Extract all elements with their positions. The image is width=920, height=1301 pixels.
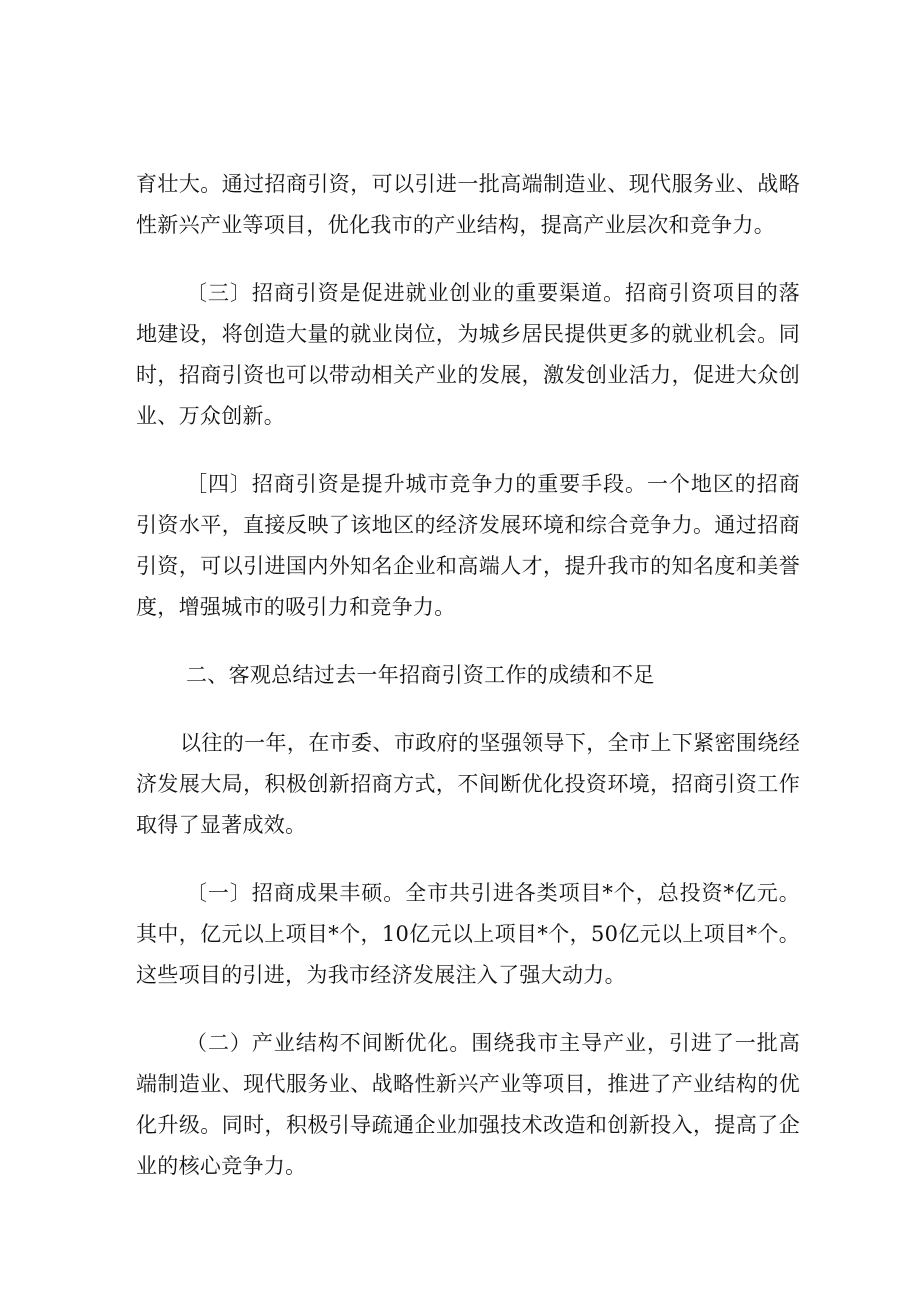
section-heading-two: 二、客观总结过去一年招商引资工作的成绩和不足 — [186, 663, 655, 687]
paragraph-industrial-structure: （二）产业结构不间断优化。围绕我市主导产业，引进了一批高端制造业、现代服务业、战略性新兴产业等项目，推进了产业结构的优化升级。同时，积极引导疏通企业加强技术改造和创新投入，提高了企业的核心竞争力。 — [136, 1031, 800, 1178]
paragraph-employment: 〔三〕招商引资是促进就业创业的重要渠道。招商引资项目的落地建设，将创造大量的就业岗位，为城乡居民提供更多的就业机会。同时，招商引资也可以带动相关产业的发展，激发创业活力，促进大众创业、万众创新。 — [136, 281, 800, 428]
paragraph-past-year-summary: 以往的一年，在市委、市政府的坚强领导下，全市上下紧密围绕经济发展大局，积极创新招商方式，不间断优化投资环境，招商引资工作取得了显著成效。 — [136, 731, 800, 837]
document-body — [136, 164, 800, 1214]
paragraph-city-competitiveness: ［四〕招商引资是提升城市竞争力的重要手段。一个地区的招商引资水平，直接反映了该地区的经济发展环境和综合竞争力。通过招商引资，可以引进国内外知名企业和高端人才，提升我市的知名度和美誉度，增强城市的吸引力和竞争力。 — [136, 472, 800, 619]
paragraph-investment-results: 〔一〕招商成果丰硕。全市共引进各类项目*个，总投资*亿元。其中，亿元以上项目*个，10亿元以上项目*个，50亿元以上项目*个。这些项目的引进，为我市经济发展注入了强大动力。 — [136, 881, 800, 987]
paragraph-industry-continuation: 育壮大。通过招商引资，可以引进一批高端制造业、现代服务业、战略性新兴产业等项目，优化我市的产业结构，提高产业层次和竞争力。 — [136, 172, 800, 237]
